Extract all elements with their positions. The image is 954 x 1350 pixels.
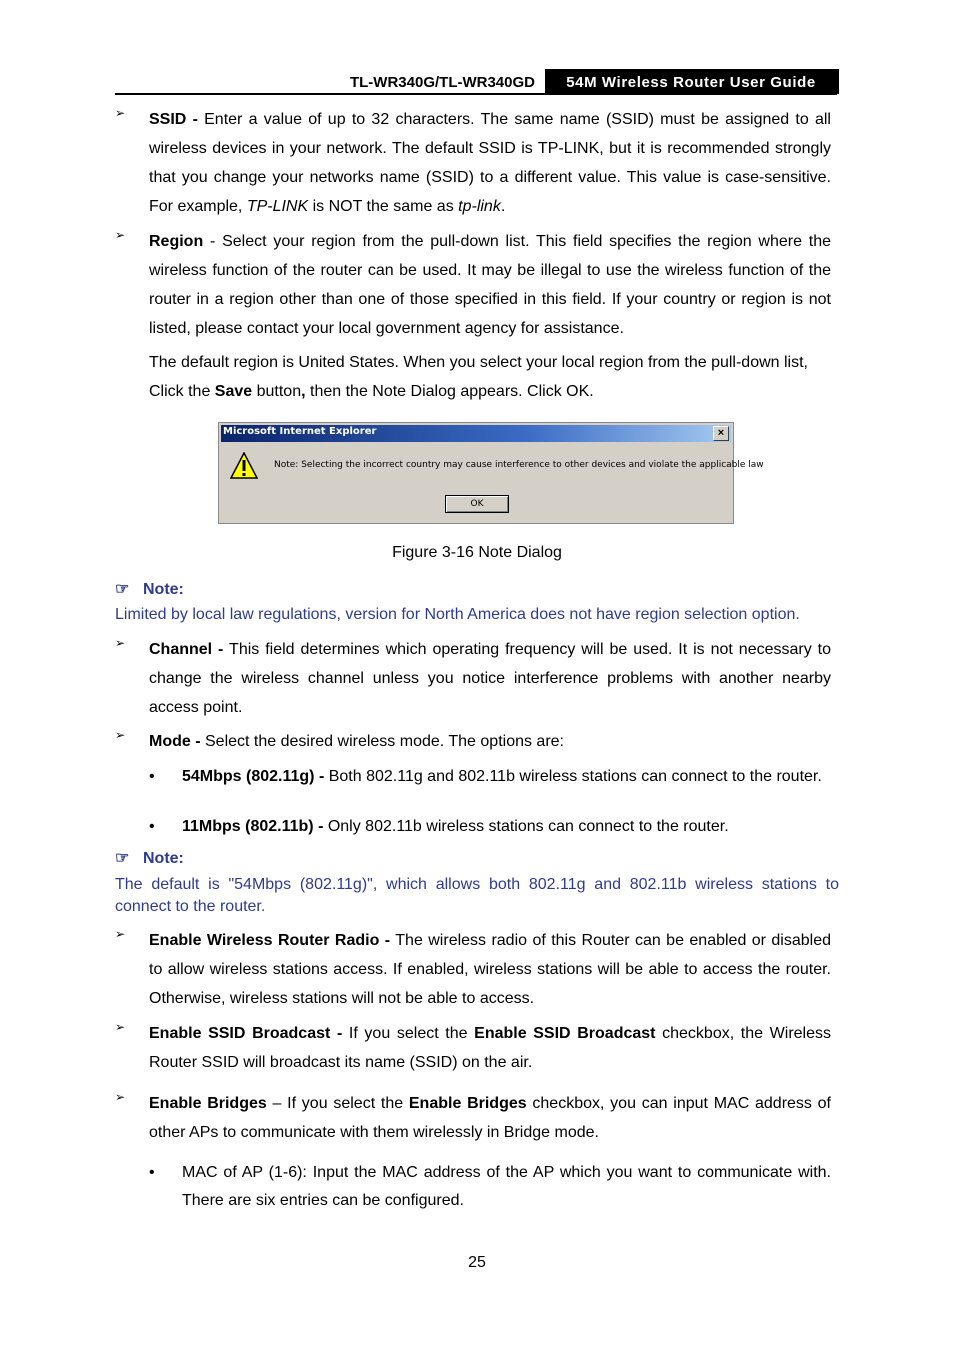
arrow-bullet-icon: ➢ bbox=[115, 728, 126, 742]
arrow-bullet-icon: ➢ bbox=[115, 1020, 126, 1034]
mode-option-desc: Both 802.11g and 802.11b wireless stations can connect to the router. bbox=[324, 768, 822, 785]
arrow-bullet-icon: ➢ bbox=[115, 1090, 126, 1104]
default-region-comma: , bbox=[301, 383, 306, 400]
dialog-titlebar bbox=[221, 425, 731, 442]
note-text: Limited by local law regulations, version for North America does not have region selection option. bbox=[115, 606, 800, 623]
page-number: 25 bbox=[468, 1254, 486, 1271]
ssid-desc-3: . bbox=[500, 198, 506, 215]
region-label: Region bbox=[149, 233, 204, 250]
broadcast-desc: If you select the bbox=[342, 1025, 475, 1042]
arrow-bullet-icon: ➢ bbox=[115, 927, 126, 941]
channel-text bbox=[149, 635, 831, 722]
broadcast-label: Enable SSID Broadcast - bbox=[149, 1025, 343, 1042]
bullet-dot: • bbox=[149, 768, 155, 785]
close-icon[interactable]: × bbox=[713, 426, 729, 441]
broadcast-text bbox=[149, 1019, 831, 1077]
header-guide-title: 54M Wireless Router User Guide bbox=[545, 69, 837, 94]
mode-item bbox=[115, 727, 831, 756]
bridges-item bbox=[115, 1089, 831, 1147]
mode-desc: Select the desired wireless mode. The options are: bbox=[200, 733, 564, 750]
save-word: Save bbox=[214, 383, 253, 400]
ok-button[interactable]: OK bbox=[445, 495, 509, 513]
channel-label: Channel - bbox=[149, 641, 224, 658]
ssid-label: SSID - bbox=[149, 111, 198, 128]
broadcast-desc-2: checkbox, the Wireless Router SSID will broadcast its name (SSID) on the air. bbox=[149, 1025, 832, 1071]
page-header bbox=[115, 69, 839, 95]
ssid-desc-2: is NOT the same as bbox=[308, 198, 459, 215]
mode-text bbox=[149, 727, 831, 756]
arrow-bullet-icon: ➢ bbox=[115, 228, 126, 242]
arrow-bullet-icon: ➢ bbox=[115, 106, 126, 120]
bullet-dot: • bbox=[149, 1164, 155, 1181]
default-region-text-3: then the Note Dialog appears. Click OK. bbox=[305, 383, 594, 400]
mode-option bbox=[149, 764, 831, 789]
region-item bbox=[115, 227, 831, 343]
bridges-desc: – If you select the bbox=[266, 1095, 409, 1112]
channel-item bbox=[115, 635, 831, 722]
ssid-text bbox=[149, 105, 831, 221]
bridges-text bbox=[149, 1089, 831, 1147]
ssid-item bbox=[115, 105, 831, 221]
pointing-hand-icon: ☞ bbox=[115, 581, 130, 598]
radio-item bbox=[115, 926, 831, 1013]
note-dialog-screenshot bbox=[218, 422, 764, 524]
mode-option-label: 11Mbps (802.11b) - bbox=[182, 818, 324, 835]
ssid-desc: Enter a value of up to 32 characters. The same name (SSID) must be assigned to all wireless devices in your network. The default SSID is TP-LINK, but it is recommended strongly that you change your networks name (SSID) to a different value. This value is case-sensitive. For example, bbox=[149, 111, 831, 215]
mode-option-text bbox=[182, 814, 831, 839]
note-label: Note: bbox=[143, 850, 184, 867]
radio-desc: The wireless radio of this Router can be enabled or disabled to allow wireless stations access. If enabled, wireless stations will be able to access the router. Otherwise, wireless stations will not be able to access. bbox=[149, 932, 831, 1007]
note-heading bbox=[115, 848, 184, 868]
radio-label: Enable Wireless Router Radio - bbox=[149, 932, 391, 949]
dialog-title: Microsoft Internet Explorer bbox=[223, 426, 377, 437]
mode-option-label: 54Mbps (802.11g) - bbox=[182, 768, 325, 785]
mac-item bbox=[149, 1159, 831, 1215]
header-rule bbox=[115, 93, 837, 95]
default-region-text-2: button bbox=[252, 383, 302, 400]
mode-label: Mode - bbox=[149, 733, 201, 750]
header-model: TL-WR340G/TL-WR340GD bbox=[349, 74, 535, 91]
region-desc: - Select your region from the pull-down list. This field specifies the region where the wireless function of the router can be used. It may be illegal to use the wireless function of the router in a region other than one of those specified in this field. If your country or region is not listed, please contact your local government agency for assistance. bbox=[149, 233, 831, 337]
bridges-label-2: Enable Bridges bbox=[408, 1095, 527, 1112]
broadcast-label-2: Enable SSID Broadcast bbox=[474, 1025, 656, 1042]
mode-option bbox=[149, 814, 831, 839]
dialog-message: Note: Selecting the incorrect country may cause interference to other devices and violate the applicable law bbox=[274, 460, 764, 470]
mac-text: MAC of AP (1-6): Input the MAC address of the AP which you want to communicate with. There are six entries can be configured. bbox=[182, 1164, 831, 1209]
default-region-text: The default region is United States. When you select your local region from the pull-down list, Click the bbox=[149, 354, 808, 400]
pointing-hand-icon: ☞ bbox=[115, 850, 130, 867]
note-label: Note: bbox=[143, 581, 184, 598]
channel-desc: This field determines which operating frequency will be used. It is not necessary to change the wireless channel unless you notice interference problems with another nearby access point. bbox=[149, 641, 832, 716]
region-text bbox=[149, 227, 831, 343]
broadcast-item bbox=[115, 1019, 831, 1077]
mode-option-text bbox=[182, 764, 831, 789]
bridges-desc-2: checkbox, you can input MAC address of other APs to communicate with them wirelessly in Bridge mode. bbox=[149, 1095, 832, 1141]
note-text: The default is "54Mbps (802.11g)", which allows both 802.11g and 802.11b wireless stations to connect to the router. bbox=[115, 876, 839, 915]
bridges-label: Enable Bridges bbox=[149, 1095, 267, 1112]
figure-caption: Figure 3-16 Note Dialog bbox=[392, 544, 562, 561]
arrow-bullet-icon: ➢ bbox=[115, 636, 126, 650]
ssid-example-2: tp-link bbox=[458, 198, 501, 215]
ssid-example-1: TP-LINK bbox=[246, 198, 309, 215]
bullet-dot: • bbox=[149, 818, 155, 835]
warning-icon bbox=[230, 452, 258, 485]
default-region-paragraph bbox=[149, 348, 839, 406]
header-bar bbox=[837, 69, 839, 94]
radio-text bbox=[149, 926, 831, 1013]
mode-option-desc: Only 802.11b wireless stations can connect to the router. bbox=[323, 818, 729, 835]
note-heading bbox=[115, 579, 184, 599]
